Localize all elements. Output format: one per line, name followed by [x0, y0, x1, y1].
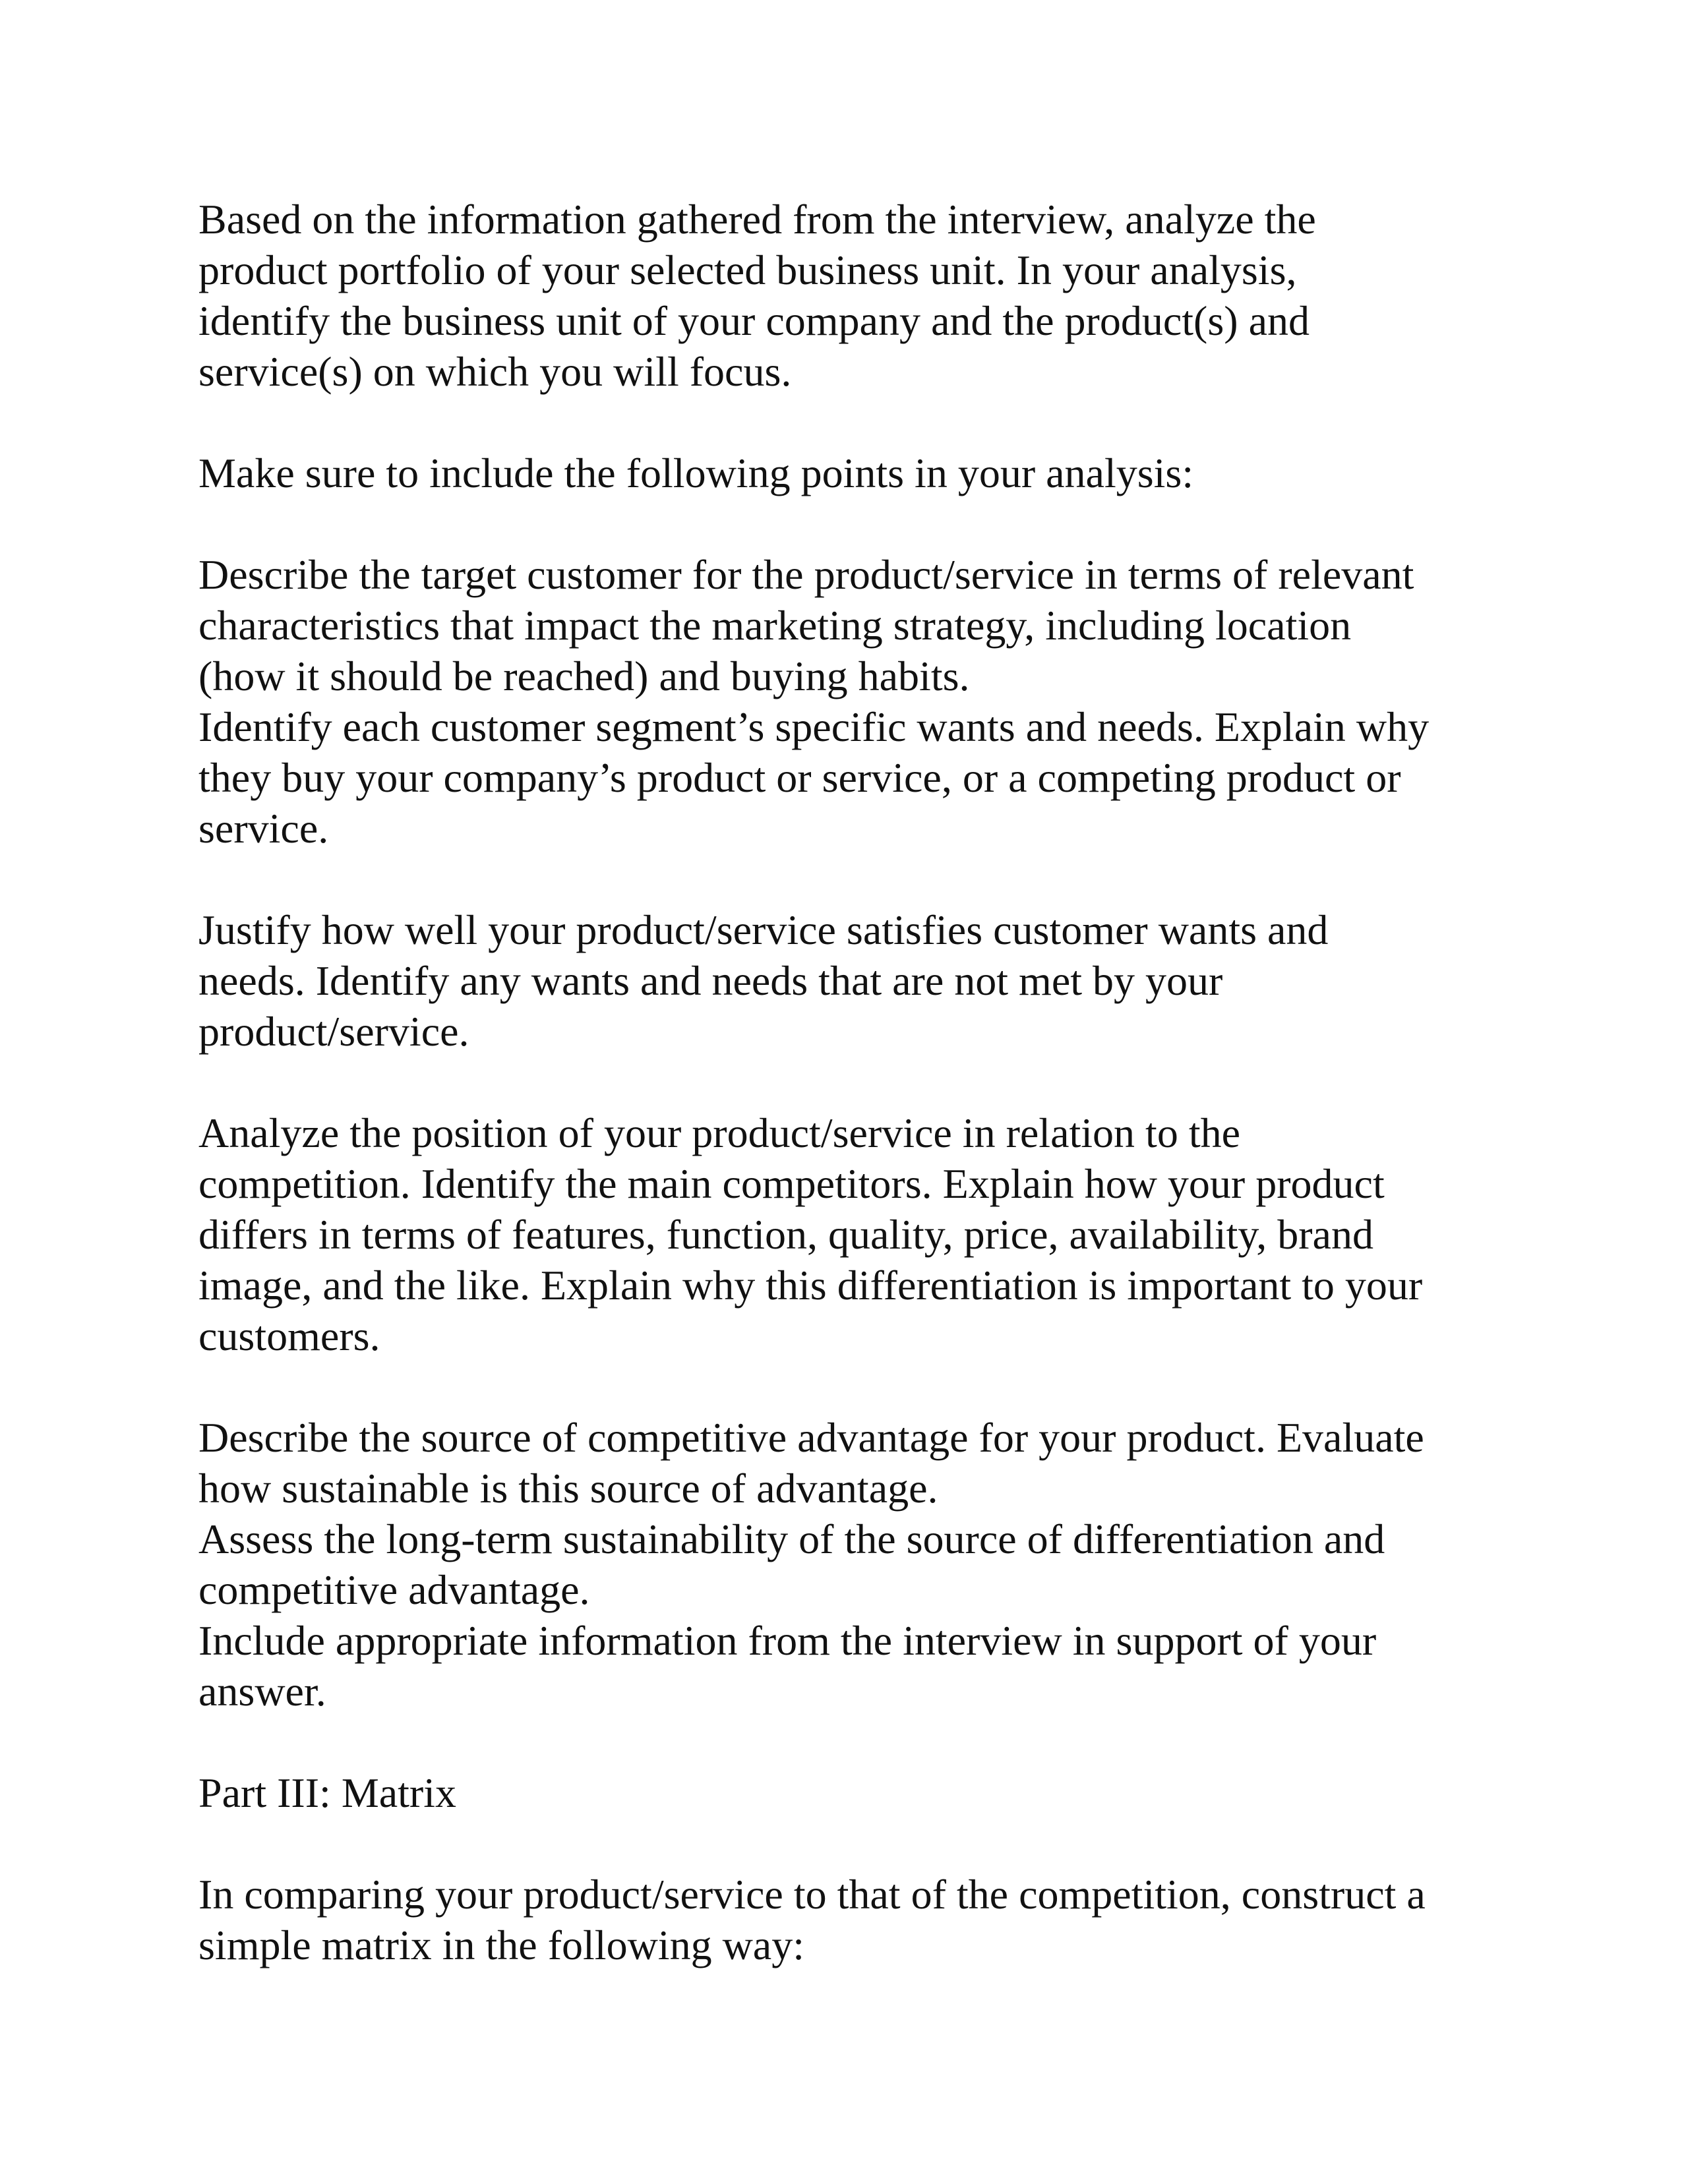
text-line: characteristics that impact the marketing strategy, including location [198, 602, 1352, 649]
section-heading-part-iii [198, 1767, 1517, 1818]
text-line: Based on the information gathered from the interview, analyze the [198, 196, 1316, 243]
text-line: Describe the target customer for the product/service in terms of relevant [198, 551, 1414, 598]
paragraph-intro [198, 194, 1517, 397]
paragraph-target-customer [198, 549, 1517, 854]
text-line: simple matrix in the following way: [198, 1922, 804, 1968]
text-line: product portfolio of your selected business unit. In your analysis, [198, 247, 1297, 293]
text-line: needs. Identify any wants and needs that are not met by your [198, 957, 1223, 1004]
paragraph-advantage [198, 1412, 1517, 1717]
text-line: Assess the long-term sustainability of the source of differentiation and [198, 1516, 1385, 1562]
text-line: Justify how well your product/service satisfies customer wants and [198, 906, 1329, 953]
text-line: how sustainable is this source of advantage. [198, 1465, 938, 1512]
paragraph-matrix-intro [198, 1869, 1517, 1970]
text-line: they buy your company’s product or service, or a competing product or [198, 754, 1401, 801]
text-line: Describe the source of competitive advantage for your product. Evaluate [198, 1414, 1424, 1461]
text-line: Make sure to include the following points in your analysis: [198, 450, 1194, 496]
text-line: Analyze the position of your product/service in relation to the [198, 1109, 1240, 1156]
text-line: Identify each customer segment’s specific wants and needs. Explain why [198, 703, 1430, 750]
text-line: image, and the like. Explain why this differentiation is important to your [198, 1262, 1423, 1309]
text-line: service. [198, 805, 329, 852]
text-line: Part III: Matrix [198, 1769, 456, 1816]
text-line: product/service. [198, 1008, 469, 1055]
paragraph-position [198, 1107, 1517, 1361]
text-line: service(s) on which you will focus. [198, 348, 792, 395]
text-line: customers. [198, 1313, 380, 1359]
paragraph-justify [198, 904, 1517, 1057]
document-body [198, 194, 1517, 2021]
text-line: identify the business unit of your company and the product(s) and [198, 297, 1310, 344]
text-line: competition. Identify the main competitors. Explain how your product [198, 1160, 1385, 1207]
text-line: (how it should be reached) and buying habits. [198, 653, 970, 699]
text-line: answer. [198, 1668, 326, 1715]
text-line: In comparing your product/service to that of the competition, construct a [198, 1871, 1426, 1918]
text-line: differs in terms of features, function, quality, price, availability, brand [198, 1211, 1373, 1258]
paragraph-points-intro [198, 448, 1517, 498]
text-line: Include appropriate information from the interview in support of your [198, 1617, 1377, 1664]
text-line: competitive advantage. [198, 1566, 590, 1613]
